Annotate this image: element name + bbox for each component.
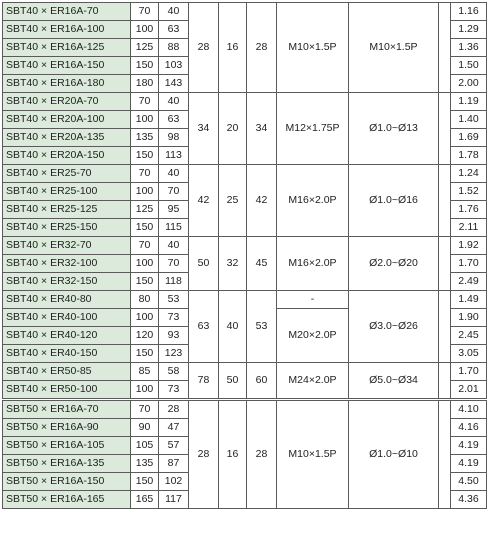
dim-b-cell: 50 [219,363,247,400]
blank-cell [439,237,451,291]
model-cell: SBT40 × ER25-150 [3,219,131,237]
thread-cell: M16×2.0P [277,165,349,237]
weight-cell: 1.70 [451,363,487,381]
model-cell: SBT40 × ER25-100 [3,183,131,201]
thread-top-cell: - [277,291,349,309]
length1-cell: 87 [159,455,189,473]
blank-cell [439,291,451,363]
model-cell: SBT40 × ER20A-150 [3,147,131,165]
length1-cell: 95 [159,201,189,219]
weight-cell: 1.49 [451,291,487,309]
weight-cell: 2.45 [451,327,487,345]
model-cell: SBT40 × ER16A-180 [3,75,131,93]
length1-cell: 98 [159,129,189,147]
weight-cell: 2.00 [451,75,487,93]
model-cell: SBT50 × ER16A-165 [3,491,131,509]
model-cell: SBT40 × ER25-70 [3,165,131,183]
weight-cell: 1.19 [451,93,487,111]
weight-cell: 1.76 [451,201,487,219]
weight-cell: 2.11 [451,219,487,237]
length1-cell: 63 [159,111,189,129]
model-cell: SBT50 × ER16A-105 [3,437,131,455]
table-row [3,363,487,381]
model-cell: SBT40 × ER20A-70 [3,93,131,111]
table-row [3,3,487,21]
length1-cell: 102 [159,473,189,491]
length-cell: 100 [131,255,159,273]
blank-cell [439,93,451,165]
model-cell: SBT50 × ER16A-150 [3,473,131,491]
length1-cell: 58 [159,363,189,381]
length-cell: 150 [131,473,159,491]
thread-cell: M10×1.5P [277,3,349,93]
spec-table [2,2,487,509]
weight-cell: 4.19 [451,455,487,473]
length-cell: 120 [131,327,159,345]
length-cell: 100 [131,381,159,400]
length1-cell: 73 [159,309,189,327]
model-cell: SBT40 × ER16A-100 [3,21,131,39]
model-cell: SBT40 × ER25-125 [3,201,131,219]
model-cell: SBT50 × ER16A-135 [3,455,131,473]
range-cell: Ø1.0~Ø13 [349,93,439,165]
length-cell: 90 [131,419,159,437]
length1-cell: 113 [159,147,189,165]
model-cell: SBT40 × ER16A-125 [3,39,131,57]
blank-cell [439,400,451,509]
length-cell: 105 [131,437,159,455]
length-cell: 180 [131,75,159,93]
dim-c-cell: 60 [247,363,277,400]
blank-cell [439,363,451,400]
length1-cell: 53 [159,291,189,309]
length1-cell: 40 [159,3,189,21]
range-cell: Ø3.0~Ø26 [349,291,439,363]
length1-cell: 73 [159,381,189,400]
length-cell: 100 [131,111,159,129]
table-row [3,291,487,309]
length1-cell: 123 [159,345,189,363]
length-cell: 100 [131,183,159,201]
length-cell: 70 [131,400,159,419]
dim-a-cell: 42 [189,165,219,237]
weight-cell: 1.92 [451,237,487,255]
weight-cell: 1.50 [451,57,487,75]
length1-cell: 40 [159,93,189,111]
weight-cell: 1.40 [451,111,487,129]
dim-c-cell: 28 [247,400,277,509]
length-cell: 165 [131,491,159,509]
length1-cell: 40 [159,237,189,255]
weight-cell: 1.69 [451,129,487,147]
length-cell: 70 [131,165,159,183]
length-cell: 70 [131,237,159,255]
dim-b-cell: 16 [219,400,247,509]
weight-cell: 1.16 [451,3,487,21]
model-cell: SBT50 × ER16A-90 [3,419,131,437]
length1-cell: 88 [159,39,189,57]
length-cell: 150 [131,273,159,291]
dim-a-cell: 28 [189,3,219,93]
length1-cell: 103 [159,57,189,75]
dim-c-cell: 53 [247,291,277,363]
length-cell: 150 [131,345,159,363]
dim-b-cell: 16 [219,3,247,93]
blank-cell [439,165,451,237]
model-cell: SBT50 × ER16A-70 [3,400,131,419]
model-cell: SBT40 × ER20A-100 [3,111,131,129]
length-cell: 135 [131,455,159,473]
length-cell: 85 [131,363,159,381]
dim-a-cell: 50 [189,237,219,291]
range-cell: Ø5.0~Ø34 [349,363,439,400]
weight-cell: 2.49 [451,273,487,291]
dim-b-cell: 40 [219,291,247,363]
length-cell: 70 [131,93,159,111]
length1-cell: 93 [159,327,189,345]
model-cell: SBT40 × ER32-100 [3,255,131,273]
model-cell: SBT40 × ER40-150 [3,345,131,363]
thread-cell: M16×2.0P [277,237,349,291]
dim-a-cell: 28 [189,400,219,509]
weight-cell: 1.70 [451,255,487,273]
length1-cell: 115 [159,219,189,237]
dim-b-cell: 32 [219,237,247,291]
weight-cell: 4.50 [451,473,487,491]
model-cell: SBT40 × ER32-150 [3,273,131,291]
length-cell: 80 [131,291,159,309]
model-cell: SBT40 × ER16A-70 [3,3,131,21]
dim-a-cell: 63 [189,291,219,363]
model-cell: SBT40 × ER50-100 [3,381,131,400]
length-cell: 125 [131,201,159,219]
length1-cell: 40 [159,165,189,183]
length-cell: 100 [131,309,159,327]
weight-cell: 3.05 [451,345,487,363]
length1-cell: 70 [159,183,189,201]
table-row [3,93,487,111]
dim-c-cell: 34 [247,93,277,165]
weight-cell: 1.90 [451,309,487,327]
weight-cell: 1.24 [451,165,487,183]
model-cell: SBT40 × ER40-100 [3,309,131,327]
thread-cell: M10×1.5P [277,400,349,509]
thread-cell: M12×1.75P [277,93,349,165]
table-row [3,400,487,419]
range-cell: Ø1.0~Ø16 [349,165,439,237]
model-cell: SBT40 × ER16A-150 [3,57,131,75]
length1-cell: 117 [159,491,189,509]
length1-cell: 70 [159,255,189,273]
weight-cell: 1.78 [451,147,487,165]
length-cell: 135 [131,129,159,147]
weight-cell: 2.01 [451,381,487,400]
thread-cell: M24×2.0P [277,363,349,400]
model-cell: SBT40 × ER32-70 [3,237,131,255]
length-cell: 150 [131,219,159,237]
blank-cell [439,3,451,93]
model-cell: SBT40 × ER50-85 [3,363,131,381]
dim-b-cell: 20 [219,93,247,165]
weight-cell: 4.16 [451,419,487,437]
dim-c-cell: 28 [247,3,277,93]
weight-cell: 4.10 [451,400,487,419]
dim-a-cell: 78 [189,363,219,400]
dim-a-cell: 34 [189,93,219,165]
model-cell: SBT40 × ER40-80 [3,291,131,309]
length1-cell: 143 [159,75,189,93]
length1-cell: 63 [159,21,189,39]
range-cell: Ø1.0~Ø10 [349,400,439,509]
table-row [3,237,487,255]
length1-cell: 28 [159,400,189,419]
weight-cell: 1.36 [451,39,487,57]
thread-cell: M20×2.0P [277,309,349,363]
weight-cell: 4.19 [451,437,487,455]
length-cell: 70 [131,3,159,21]
length-cell: 150 [131,147,159,165]
length1-cell: 57 [159,437,189,455]
dim-b-cell: 25 [219,165,247,237]
range-cell: M10×1.5P [349,3,439,93]
length-cell: 150 [131,57,159,75]
length-cell: 100 [131,21,159,39]
model-cell: SBT40 × ER40-120 [3,327,131,345]
dim-c-cell: 45 [247,237,277,291]
table-row [3,165,487,183]
dim-c-cell: 42 [247,165,277,237]
range-cell: Ø2.0~Ø20 [349,237,439,291]
length1-cell: 118 [159,273,189,291]
length1-cell: 47 [159,419,189,437]
weight-cell: 1.52 [451,183,487,201]
model-cell: SBT40 × ER20A-135 [3,129,131,147]
weight-cell: 1.29 [451,21,487,39]
weight-cell: 4.36 [451,491,487,509]
length-cell: 125 [131,39,159,57]
